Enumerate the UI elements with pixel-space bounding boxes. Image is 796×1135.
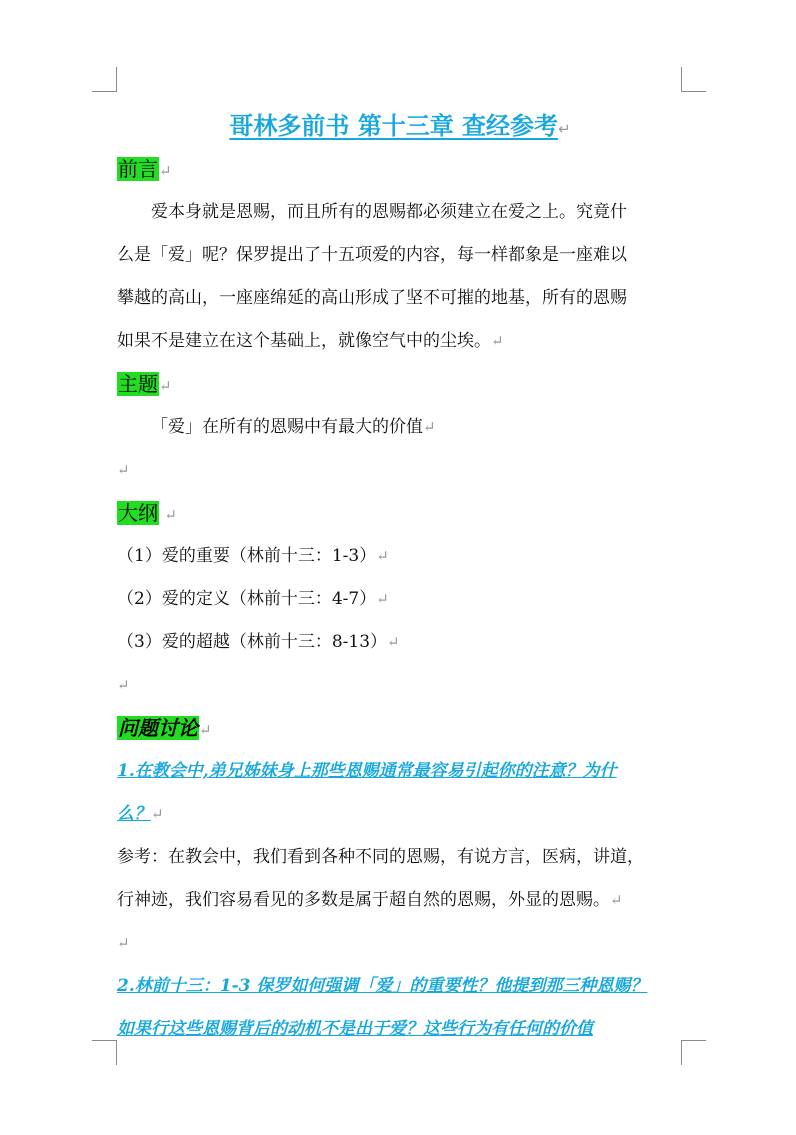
paragraph-mark-icon: [558, 107, 571, 151]
outline-item: （3）爱的超越（林前十三：8-13）↵: [117, 621, 683, 664]
paragraph-mark-icon: [610, 879, 623, 922]
paragraph-mark-icon: [117, 664, 130, 707]
paragraph-mark-icon: [376, 535, 389, 578]
paragraph-mark-icon: [117, 449, 130, 492]
question-2-line: 如果行这些恩赐背后的动机不是出于爱？这些行为有任何的价值: [117, 1019, 593, 1039]
empty-paragraph: [117, 922, 683, 965]
document-title-line: [117, 104, 683, 148]
outline-item: （2）爱的定义（林前十三：4-7）↵: [117, 578, 683, 621]
paragraph-mark-icon: [199, 709, 212, 752]
empty-paragraph: [117, 664, 683, 707]
paragraph-mark-icon: [164, 494, 177, 537]
preface-line: 么是「爱」呢？保罗提出了十五项爱的内容，每一样都象是一座难以: [117, 245, 627, 265]
margin-corner-bottom-left: [92, 1040, 117, 1065]
paragraph-mark-icon: [159, 365, 172, 408]
preface-line: 攀越的高山，一座座绵延的高山形成了坚不可摧的地基，所有的恩赐: [117, 288, 627, 308]
preface-line: 如果不是建立在这个基础上，就像空气中的尘埃。↵: [117, 320, 683, 363]
theme-heading-line: [117, 363, 683, 406]
document-title: 哥林多前书 第十三章 查经参考: [229, 112, 559, 140]
discussion-heading-line: [117, 707, 683, 750]
question-2-line: 2.林前十三：1-3 保罗如何强调「爱」的重要性？他提到那三种恩赐？: [117, 976, 648, 996]
outline-item: （1）爱的重要（林前十三：1-3）↵: [117, 535, 683, 578]
empty-paragraph: [117, 449, 683, 492]
margin-corner-bottom-right: [681, 1040, 706, 1065]
answer-1-line: 行神迹，我们容易看见的多数是属于超自然的恩赐，外显的恩赐。↵: [117, 879, 683, 922]
document-page[interactable]: [117, 104, 683, 1051]
theme-text-line: [117, 406, 683, 449]
outline-heading: 大纲: [118, 501, 158, 525]
paragraph-mark-icon: [491, 320, 504, 363]
margin-corner-top-left: [92, 67, 117, 92]
preface-heading-line: [117, 148, 683, 191]
preface-line: 爱本身就是恩赐，而且所有的恩赐都必须建立在爱之上。究竟什: [151, 202, 627, 222]
paragraph-mark-icon: [423, 406, 436, 449]
paragraph-mark-icon: [159, 150, 172, 193]
theme-heading: 主题: [118, 372, 158, 396]
preface-heading: 前言: [118, 157, 158, 181]
paragraph-mark-icon: [117, 922, 130, 965]
outline-heading-line: [117, 492, 683, 535]
answer-1-line: 参考：在教会中，我们看到各种不同的恩赐，有说方言，医病，讲道，: [117, 847, 644, 867]
paragraph-mark-icon: [151, 793, 164, 836]
paragraph-mark-icon: [376, 578, 389, 621]
margin-corner-top-right: [681, 67, 706, 92]
discussion-heading: 问题讨论: [118, 716, 198, 740]
theme-text: 「爱」在所有的恩赐中有最大的价值: [151, 417, 423, 437]
paragraph-mark-icon: [387, 621, 400, 664]
question-1-line: 么？↵: [117, 793, 683, 836]
question-1-line: 1.在教会中,弟兄姊妹身上那些恩赐通常最容易引起你的注意？为什: [117, 761, 617, 781]
